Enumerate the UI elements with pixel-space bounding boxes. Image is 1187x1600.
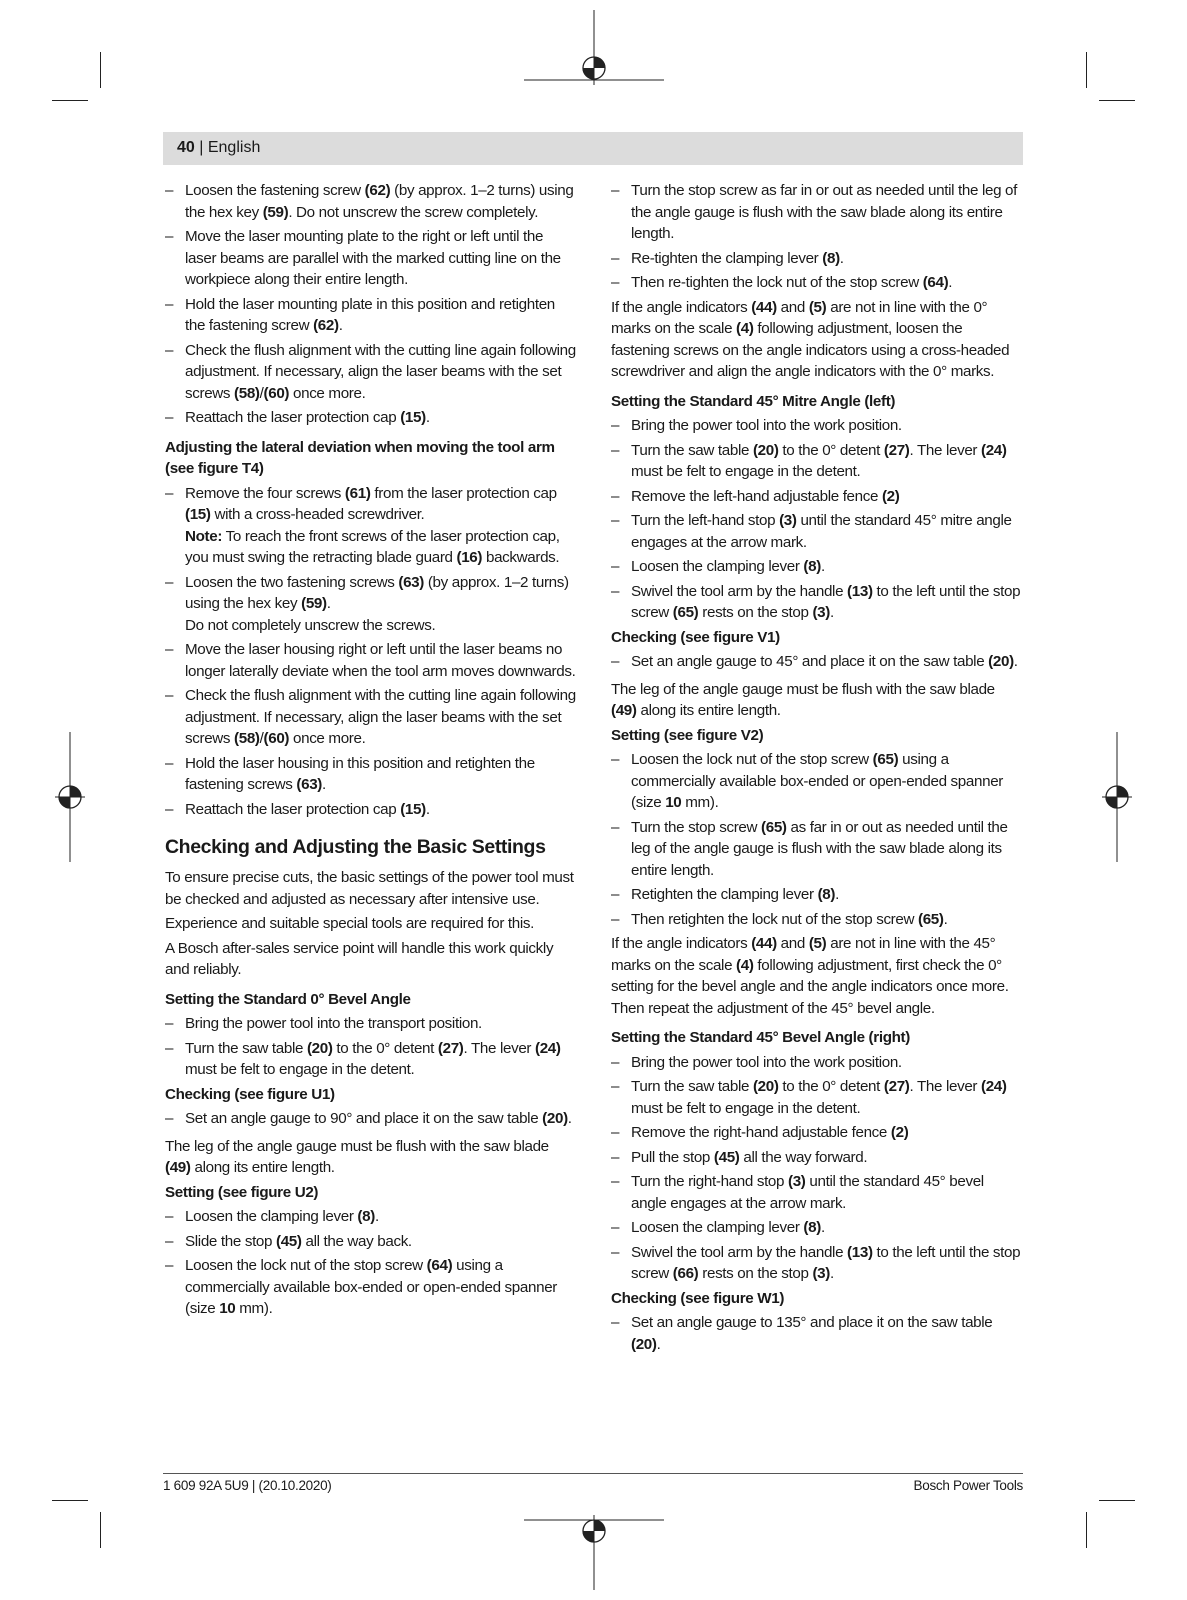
list-item: – Turn the left-hand stop (3) until the standard 45° mitre angle engages at the arrow mark. — [611, 510, 1023, 553]
list-item: – Loosen the clamping lever (8). — [165, 1206, 577, 1228]
list-item: – Move the laser mounting plate to the right or left until the laser beams are parallel with the marked cutting line on the workpiece along their entire length. — [165, 226, 577, 291]
check-u1-steps — [165, 1108, 577, 1130]
left-column — [165, 180, 577, 1323]
subheading-bevel-45: Setting the Standard 45° Bevel Angle (right) — [611, 1029, 910, 1046]
crop-mark — [100, 1512, 101, 1548]
list-item: – Reattach the laser protection cap (15). — [165, 799, 577, 821]
paragraph: The leg of the angle gauge must be flush with the saw blade (49) along its entire length. — [165, 1137, 549, 1176]
lateral-deviation-steps — [165, 483, 577, 821]
paragraph: To ensure precise cuts, the basic settings of the power tool must be checked and adjusted as necessary after intensive use. — [165, 869, 574, 908]
list-item: – Then re-tighten the lock nut of the stop screw (64). — [611, 272, 1023, 294]
list-item: – Check the flush alignment with the cutting line again following adjustment. If necessary, align the laser beams with the set screws (58)/(60) once more. — [165, 685, 577, 750]
check-w1-steps — [611, 1312, 1023, 1355]
subheading-check-w1: Checking (see figure W1) — [611, 1289, 785, 1307]
registration-mark-icon — [524, 1515, 664, 1590]
list-item: – Bring the power tool into the work position. — [611, 415, 1023, 437]
registration-mark-icon — [1102, 732, 1132, 862]
list-item: – Reattach the laser protection cap (15). — [165, 407, 577, 429]
subheading-check-v1: Checking (see figure V1) — [611, 628, 780, 646]
note: Note: To reach the front screws of the laser protection cap, you must swing the retracting blade guard (16) backwards. — [185, 527, 560, 566]
crop-mark — [1086, 52, 1087, 88]
subheading-setting-v2: Setting (see figure V2) — [611, 726, 764, 744]
list-item: – Turn the right-hand stop (3) until the standard 45° bevel angle engages at the arrow mark. — [611, 1171, 1023, 1214]
check-v1-steps — [611, 651, 1023, 673]
mitre-45-steps — [611, 415, 1023, 624]
list-item: – Loosen the clamping lever (8). — [611, 556, 1023, 578]
list-item: – Bring the power tool into the work position. — [611, 1052, 1023, 1074]
list-item: – Remove the four screws (61) from the laser protection cap (15) with a cross-headed screwdriver. Note: To reach the front screws of the laser protection cap, you must swing the retracting blade guard (16) backwards. — [165, 483, 577, 569]
list-item: – Then retighten the lock nut of the stop screw (65). — [611, 909, 1023, 931]
crop-mark — [1099, 1500, 1135, 1501]
bevel-0-steps — [165, 1013, 577, 1081]
list-item: – Bring the power tool into the transport position. — [165, 1013, 577, 1035]
laser-plate-steps — [165, 180, 577, 429]
list-item: – Turn the saw table (20) to the 0° detent (27). The lever (24) must be felt to engage in the detent. — [611, 440, 1023, 483]
language-label: English — [207, 139, 261, 156]
crop-mark — [1099, 100, 1135, 101]
list-item: – Slide the stop (45) all the way back. — [165, 1231, 577, 1253]
paragraph: If the angle indicators (44) and (5) are not in line with the 0° marks on the scale (4) following adjustment, loosen the fastening screws on the angle indicators using a cross-headed screwdriver and align the angle indicators with the 0° marks. — [611, 298, 1010, 380]
subheading-setting-u2: Setting (see figure U2) — [165, 1183, 319, 1201]
paragraph: A Bosch after-sales service point will handle this work quickly and reliably. — [165, 939, 554, 978]
list-item: – Loosen the clamping lever (8). — [611, 1217, 1023, 1239]
paragraph: If the angle indicators (44) and (5) are not in line with the 45° marks on the scale (4) following adjustment, first check the 0° setting for the bevel angle and the angle indicators once more. Then repeat the adjustment of the 45° bevel angle. — [611, 935, 1009, 1017]
page-number-label: 40 | English — [177, 139, 261, 156]
list-item: – Loosen the lock nut of the stop screw (65) using a commercially available box-ended or open-ended spanner (size 10 mm). — [611, 749, 1023, 814]
subheading-check-u1: Checking (see figure U1) — [165, 1085, 335, 1103]
subheading-lateral-deviation: Adjusting the lateral deviation when moving the tool arm (see figure T4) — [165, 438, 555, 477]
crop-mark — [52, 100, 88, 101]
crop-mark — [52, 1500, 88, 1501]
page-number: 40 — [177, 139, 195, 156]
section-title: Checking and Adjusting the Basic Settings — [165, 836, 546, 858]
stop-screw-steps — [611, 180, 1023, 294]
list-item: – Remove the right-hand adjustable fence (2) — [611, 1122, 1023, 1144]
subheading-bevel-0: Setting the Standard 0° Bevel Angle — [165, 990, 411, 1008]
bevel-45-steps — [611, 1052, 1023, 1285]
list-item: – Check the flush alignment with the cutting line again following adjustment. If necessary, align the laser beams with the set screws (58)/(60) once more. — [165, 340, 577, 405]
list-item: – Turn the stop screw as far in or out as needed until the leg of the angle gauge is flush with the saw blade along its entire length. — [611, 180, 1023, 245]
subheading-mitre-45: Setting the Standard 45° Mitre Angle (left) — [611, 392, 896, 410]
registration-mark-icon — [55, 732, 85, 862]
list-item: – Loosen the two fastening screws (63) (by approx. 1–2 turns) using the hex key (59). Do not completely unscrew the screws. — [165, 572, 577, 637]
registration-mark-icon — [524, 10, 664, 85]
page-header — [163, 132, 1023, 165]
list-item: – Move the laser housing right or left until the laser beams no longer laterally deviate when the tool arm moves downwards. — [165, 639, 577, 682]
list-item: – Set an angle gauge to 90° and place it on the saw table (20). — [165, 1108, 577, 1130]
crop-mark — [100, 52, 101, 88]
setting-v2-steps — [611, 749, 1023, 930]
paragraph: The leg of the angle gauge must be flush with the saw blade (49) along its entire length. — [611, 680, 995, 719]
list-item: – Remove the left-hand adjustable fence (2) — [611, 486, 1023, 508]
footer-brand: Bosch Power Tools — [913, 1478, 1023, 1493]
list-item: – Set an angle gauge to 45° and place it on the saw table (20). — [611, 651, 1023, 673]
list-item: – Re-tighten the clamping lever (8). — [611, 248, 1023, 270]
paragraph: Experience and suitable special tools are required for this. — [165, 915, 535, 932]
list-item: – Hold the laser mounting plate in this position and retighten the fastening screw (62). — [165, 294, 577, 337]
list-item: – Retighten the clamping lever (8). — [611, 884, 1023, 906]
list-item: – Loosen the fastening screw (62) (by approx. 1–2 turns) using the hex key (59). Do not unscrew the screw completely. — [165, 180, 577, 223]
list-item: – Turn the saw table (20) to the 0° detent (27). The lever (24) must be felt to engage in the detent. — [611, 1076, 1023, 1119]
list-item: – Swivel the tool arm by the handle (13) to the left until the stop screw (66) rests on the stop (3). — [611, 1242, 1023, 1285]
list-item: – Hold the laser housing in this position and retighten the fastening screws (63). — [165, 753, 577, 796]
list-item: – Turn the saw table (20) to the 0° detent (27). The lever (24) must be felt to engage in the detent. — [165, 1038, 577, 1081]
list-item: – Turn the stop screw (65) as far in or out as needed until the leg of the angle gauge is flush with the saw blade along its entire length. — [611, 817, 1023, 882]
list-item: – Loosen the lock nut of the stop screw (64) using a commercially available box-ended or open-ended spanner (size 10 mm). — [165, 1255, 577, 1320]
list-item: – Swivel the tool arm by the handle (13) to the left until the stop screw (65) rests on the stop (3). — [611, 581, 1023, 624]
list-item: – Pull the stop (45) all the way forward. — [611, 1147, 1023, 1169]
footer-doc-id: 1 609 92A 5U9 | (20.10.2020) — [163, 1478, 332, 1493]
crop-mark — [1086, 1512, 1087, 1548]
list-item: – Set an angle gauge to 135° and place it on the saw table (20). — [611, 1312, 1023, 1355]
right-column — [611, 180, 1023, 1358]
setting-u2-steps — [165, 1206, 577, 1320]
footer-divider — [163, 1473, 1023, 1474]
